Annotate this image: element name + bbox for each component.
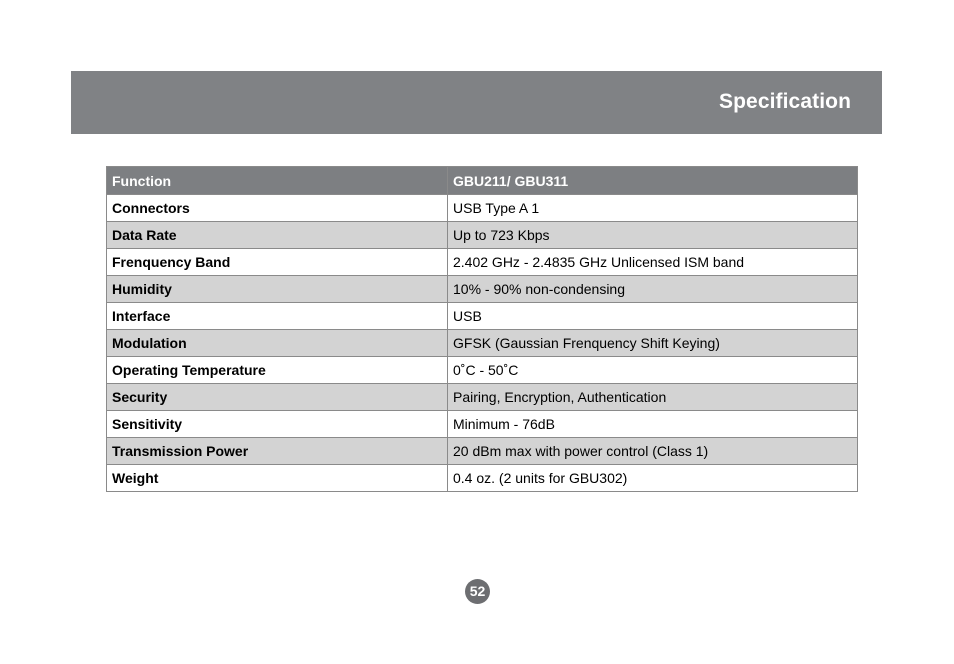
row-function-label: Weight — [107, 465, 448, 492]
page-title: Specification — [719, 90, 851, 113]
row-value: 10% - 90% non-condensing — [448, 276, 858, 303]
specification-table — [106, 166, 858, 492]
table-row — [107, 465, 858, 492]
row-function-label: Transmission Power — [107, 438, 448, 465]
row-value: Pairing, Encryption, Authentication — [448, 384, 858, 411]
row-function-label: Operating Temperature — [107, 357, 448, 384]
row-function-label: Security — [107, 384, 448, 411]
row-function-label: Humidity — [107, 276, 448, 303]
row-value: USB — [448, 303, 858, 330]
column-header-function: Function — [107, 167, 448, 195]
row-value: USB Type A 1 — [448, 195, 858, 222]
table-row — [107, 357, 858, 384]
table-row — [107, 303, 858, 330]
table-row — [107, 438, 858, 465]
table-row — [107, 249, 858, 276]
table-row — [107, 222, 858, 249]
column-header-model: GBU211/ GBU311 — [448, 167, 858, 195]
row-function-label: Frenquency Band — [107, 249, 448, 276]
row-value: Up to 723 Kbps — [448, 222, 858, 249]
table-header-row — [107, 167, 858, 195]
row-value: 2.402 GHz - 2.4835 GHz Unlicensed ISM band — [448, 249, 858, 276]
table-row — [107, 195, 858, 222]
table-row — [107, 276, 858, 303]
row-function-label: Sensitivity — [107, 411, 448, 438]
row-function-label: Interface — [107, 303, 448, 330]
row-value: GFSK (Gaussian Frenquency Shift Keying) — [448, 330, 858, 357]
row-value: 0.4 oz. (2 units for GBU302) — [448, 465, 858, 492]
row-value: 0˚C - 50˚C — [448, 357, 858, 384]
row-function-label: Data Rate — [107, 222, 448, 249]
page-number-badge: 52 — [465, 579, 490, 604]
table-row — [107, 330, 858, 357]
row-function-label: Connectors — [107, 195, 448, 222]
row-value: Minimum - 76dB — [448, 411, 858, 438]
row-value: 20 dBm max with power control (Class 1) — [448, 438, 858, 465]
table-row — [107, 384, 858, 411]
table-row — [107, 411, 858, 438]
header-band — [71, 71, 882, 134]
row-function-label: Modulation — [107, 330, 448, 357]
